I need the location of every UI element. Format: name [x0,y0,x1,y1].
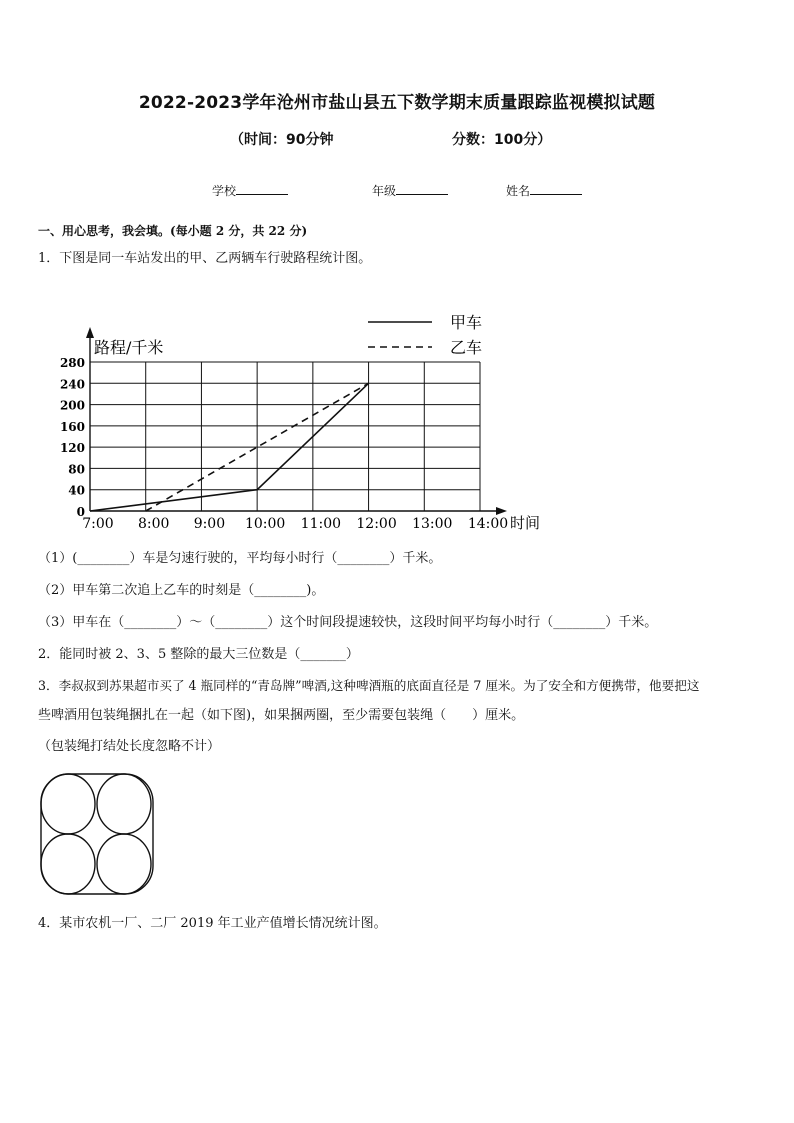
distance-time-chart [30,300,560,540]
x-tick-label: 14:00 [467,516,509,532]
y-tick-label: 160 [59,419,85,434]
question-2: 2．能同时被 2、3、5 整除的最大三位数是（_______） [38,647,359,662]
bottle-top-right [97,774,151,834]
x-tick-label: 9:00 [193,516,226,532]
x-axis-arrow [496,507,507,515]
school-label: 学校 [212,184,237,198]
y-tick-label: 120 [59,441,85,456]
legend-label: 乙车 [450,338,483,357]
question-1-stem: 1．下图是同一车站发出的甲、乙两辆车行驶路程统计图。 [38,251,372,266]
name-field [506,182,582,199]
x-tick-label: 8:00 [137,516,170,532]
y-tick-label: 240 [59,377,85,392]
bottle-top-left [41,774,95,834]
chart-grid [90,362,480,511]
question-1-part-3: （3）甲车在（________）～（________）这个时间段提速较快，这段时间平均每小时行（________）千米。 [38,615,658,630]
school-field [212,182,288,199]
name-label: 姓名 [506,184,531,198]
wrapping-string [41,774,153,894]
exam-score: 分数：100分） [452,132,552,148]
bottles-bundle-figure [38,770,158,900]
y-axis-label: 路程/千米 [94,338,164,357]
question-1-part-2: （2）甲车第二次追上乙车的时刻是（________)。 [38,583,325,598]
question-3-line-2: 些啤酒用包装绳捆扎在一起（如下图)，如果捆两圈，至少需要包装绳（ ）厘米。 [38,708,525,723]
y-tick-label: 0 [76,505,85,519]
section-heading: 一、用心思考，我会填。(每小题 2 分，共 22 分) [38,224,308,238]
question-1-part-1: （1）(________）车是匀速行驶的，平均每小时行（________）千米。 [38,551,442,566]
x-axis-label: 时间 [510,514,541,532]
grade-label: 年级 [372,184,397,198]
y-tick-label: 280 [59,356,85,370]
exam-time: （时间：90分钟 [230,132,334,148]
x-tick-label: 7:00 [82,516,114,532]
name-blank[interactable] [530,182,582,195]
x-tick-label: 12:00 [356,516,397,532]
school-blank[interactable] [236,182,288,195]
question-3-line-1: 3．李叔叔到苏果超市买了 4 瓶同样的“青岛牌”啤酒,这种啤酒瓶的底面直径是 7 厘米。为了安全和方便携带，他要把这 [38,678,700,693]
x-tick-label: 10:00 [244,516,286,532]
bottle-bottom-left [41,834,95,894]
bottle-bottom-right [97,834,151,894]
y-axis-arrow [86,327,94,338]
page-title: 2022-2023学年沧州市盐山县五下数学期末质量跟踪监视模拟试题 [138,93,656,113]
legend-label: 甲车 [450,313,483,332]
y-tick-label: 200 [59,398,85,413]
grade-blank[interactable] [396,182,448,195]
question-4: 4．某市农机一厂、二厂 2019 年工业产值增长情况统计图。 [38,916,387,931]
x-tick-label: 13:00 [412,516,453,532]
x-tick-label: 11:00 [300,516,342,532]
y-tick-label: 40 [68,483,85,498]
grade-field [372,182,448,199]
question-3-note: （包装绳打结处长度忽略不计） [38,739,221,754]
y-tick-label: 80 [68,462,85,477]
chart-legend [368,313,482,357]
